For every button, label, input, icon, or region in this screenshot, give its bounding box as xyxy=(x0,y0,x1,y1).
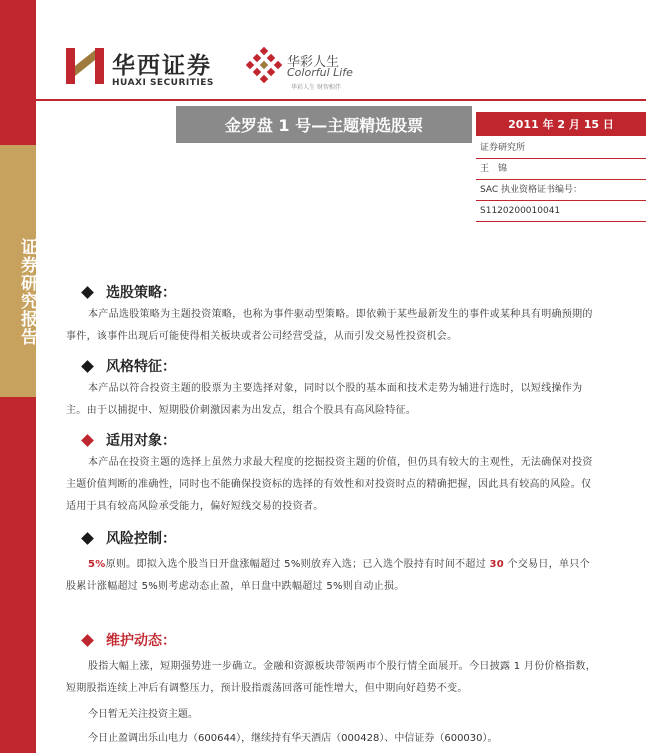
diamond-bullet-icon xyxy=(81,360,94,373)
section-risk-text: 5%原则。即拟入选个股当日开盘涨幅超过 5%则放弃入选；已入选个股持有时间不超过 30 个交易日，单只个股累计涨幅超过 5%则考虑动态止盈，单日盘中跌幅超过 5%则自动止损。 xyxy=(66,559,590,592)
colorful-slogan: 华彩人生 财智相伴 xyxy=(291,84,341,91)
section-audience-heading: 适用对象： xyxy=(83,430,176,450)
huaxi-logo-icon xyxy=(66,46,104,86)
section-update-text: 股指大幅上涨，短期强势进一步确立。金融和资源板块带领两市个股行情全面展开。今日披露 1 月份价格指数，短期股指连续上冲后有调整压力，预计股指震荡回落可能性增大，但中期向好趋势不变。 xyxy=(66,661,597,694)
info-dept: 证券研究所 xyxy=(476,138,646,159)
diamond-bullet-icon xyxy=(81,434,94,447)
sidebar-label: 证券研究报告 xyxy=(17,238,37,346)
huaxi-name-en: HUAXI SECURITIES xyxy=(112,78,214,88)
section-style-text: 本产品以符合投资主题的股票为主要选择对象，同时以个股的基本面和技术走势为辅进行选时，以短线操作为主。由于以捕捉中、短期股价刺激因素为出发点，组合个股具有高风险特征。 xyxy=(66,383,583,416)
author-info xyxy=(476,138,646,222)
diamond-bullet-icon xyxy=(81,286,94,299)
section-strategy-text: 本产品选股策略为主题投资策略，也称为事件驱动型策略。即依赖于某些最新发生的事件或某种具有明确预期的事件，该事件出现后可能使得相关板块或者公司经营受益，从而引发交易性投资机会。 xyxy=(66,309,593,342)
section-update-heading: 维护动态： xyxy=(83,630,176,650)
report-date: 2011 年 2 月 15 日 xyxy=(476,112,646,136)
colorful-name-cn: 华彩人生 xyxy=(287,55,340,70)
section-risk-heading: 风险控制： xyxy=(83,528,176,548)
sidebar-red-bottom xyxy=(0,397,36,753)
section-update-line3: 今日止盈调出乐山电力（600644），继续持有华天酒店（000428）、中信证券（600030）。 xyxy=(88,733,498,744)
section-style-heading: 风格特征： xyxy=(83,356,176,376)
colorful-life-logo-icon xyxy=(246,47,282,87)
diamond-bullet-icon xyxy=(81,532,94,545)
sidebar-red-top xyxy=(0,0,36,145)
report-title: 金罗盘 1 号—主题精选股票 xyxy=(176,106,472,143)
info-sac-number: S1120200010041 xyxy=(476,201,646,222)
huaxi-name-cn: 华西证券 xyxy=(112,53,212,79)
info-author: 王 锦 xyxy=(476,159,646,180)
diamond-bullet-icon xyxy=(81,634,94,647)
info-sac-label: SAC 执业资格证书编号： xyxy=(476,180,646,201)
header-divider xyxy=(36,99,646,101)
section-strategy-heading: 选股策略： xyxy=(83,282,176,302)
section-update-line2: 今日暂无关注投资主题。 xyxy=(88,709,198,720)
colorful-name-en: Colorful Life xyxy=(287,66,353,79)
section-audience-text: 本产品在投资主题的选择上虽然力求最大程度的挖掘投资主题的价值，但仍具有较大的主观性，无法确保对投资主题价值判断的准确性，同时也不能确保投资标的选择的有效性和对投资时点的精确把握，因此具有较高的风险。仅适用于具有较高风险承受能力，偏好短线交易的投资者。 xyxy=(66,457,593,512)
